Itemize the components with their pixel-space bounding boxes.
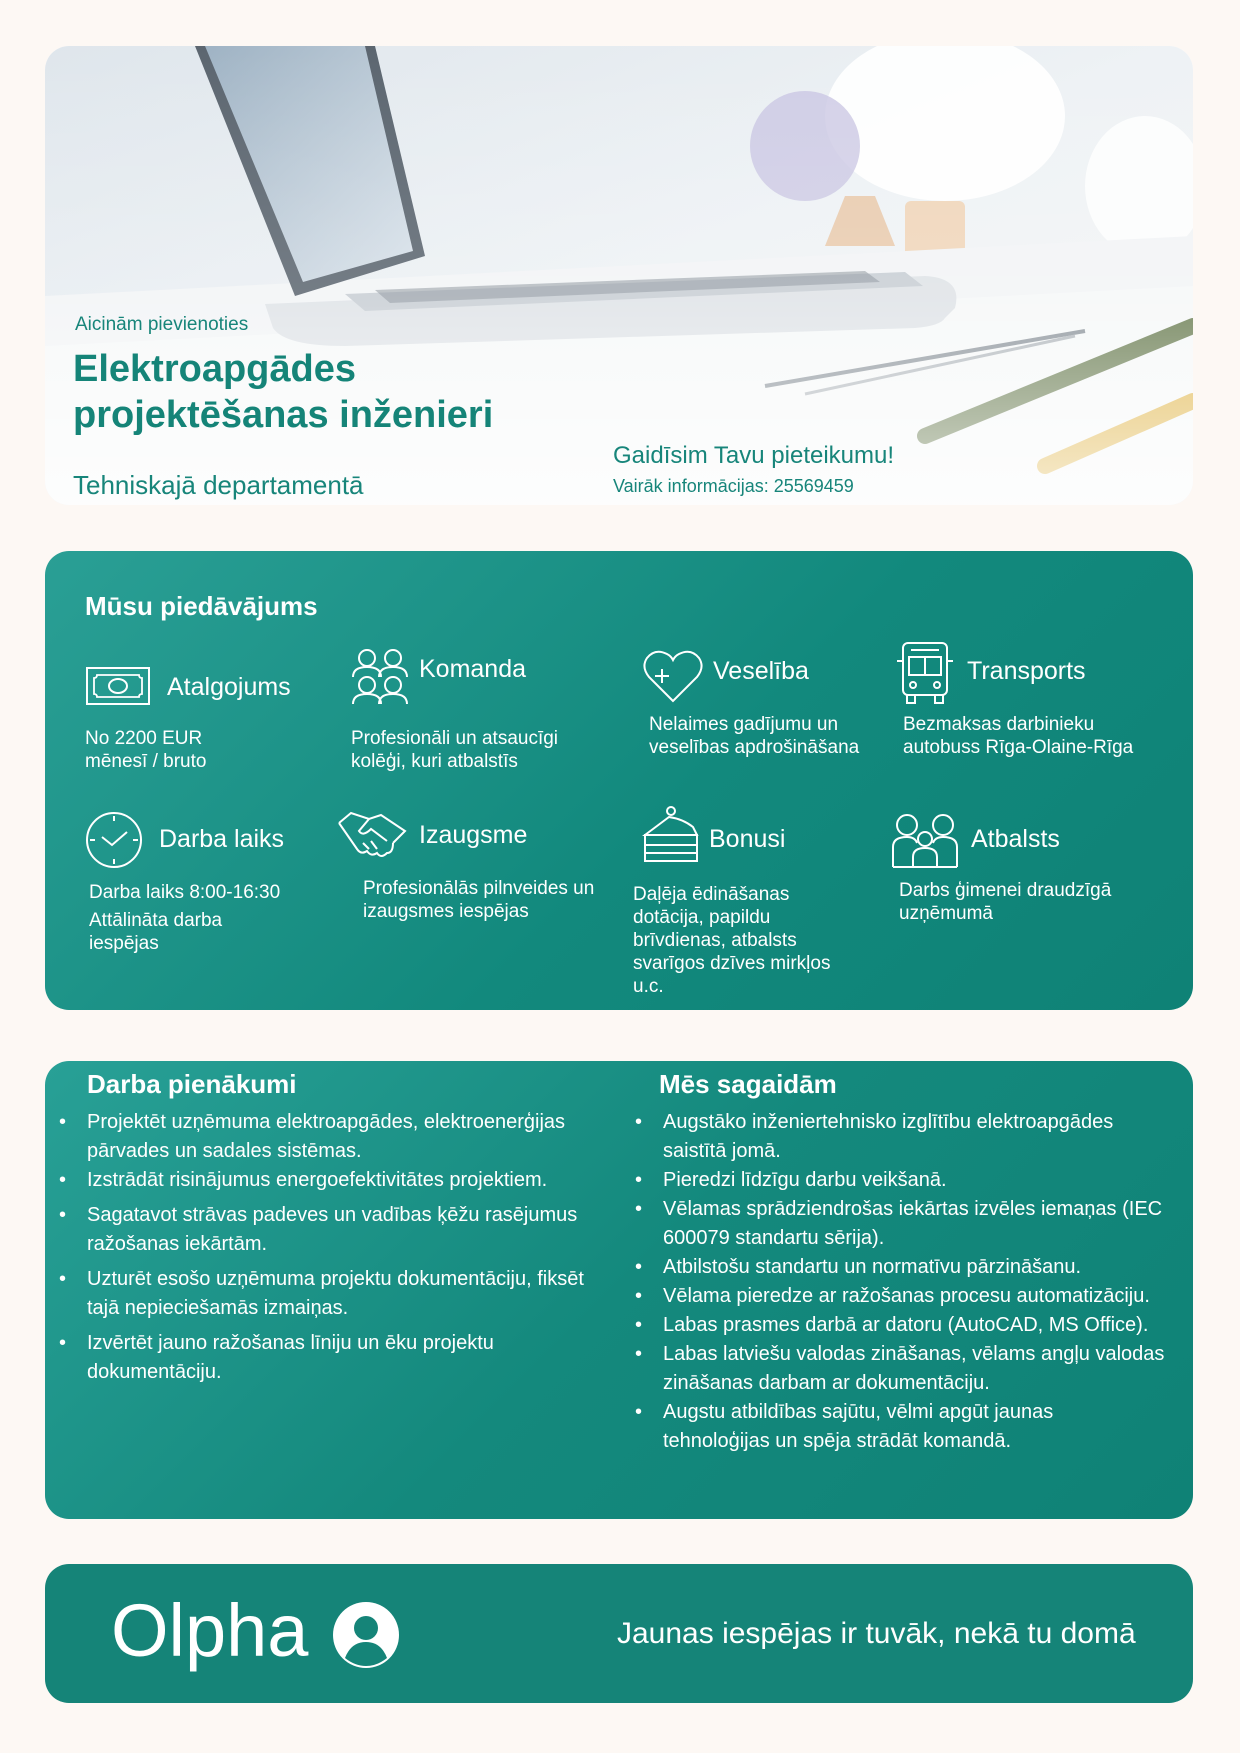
company-logo-text: Olpha: [111, 1589, 309, 1672]
job-title-line1: Elektroapgādes: [73, 348, 356, 390]
expectations-title: Mēs sagaidām: [659, 1069, 837, 1099]
duty-item: • Izstrādāt risinājumus energoefektivitātes projektiem.: [59, 1166, 599, 1195]
hero-banner: [45, 46, 1193, 505]
offer-title-team: Komanda: [419, 655, 527, 683]
hero-kicker: Aicinām pievienoties: [75, 314, 249, 335]
cake-icon: [641, 805, 701, 865]
family-icon: [891, 813, 959, 869]
offer-section: [45, 551, 1193, 1010]
offer-desc-hours-remote: Attālināta darba iespējas: [89, 910, 223, 954]
expectations-list: [635, 1108, 1165, 1456]
expectation-item: • Atbilstošu standartu un normatīvu pārzināšanu.: [635, 1253, 1165, 1282]
job-title: [73, 346, 493, 438]
footer-slogan: Jaunas iespējas ir tuvāk, nekā tu domā: [617, 1617, 1136, 1650]
handshake-icon: [337, 809, 407, 867]
duty-item: • Sagatavot strāvas padeves un vadības ķēžu rasējumus ražošanas iekārtām.: [59, 1201, 599, 1259]
apply-call-to-action: Gaidīsim Tavu pieteikumu!: [613, 442, 895, 469]
duty-item: • Izvērtēt jauno ražošanas līniju un ēku projektu dokumentāciju.: [59, 1329, 599, 1387]
expectation-item: • Augstāko inženiertehnisko izglītību elektroapgādes saistītā jomā.: [635, 1108, 1165, 1166]
duty-item: • Uzturēt esošo uzņēmuma projektu dokumentāciju, fiksēt tajā nepieciešamās izmaiņas.: [59, 1265, 599, 1323]
company-logo-mark: [331, 1600, 401, 1670]
offer-desc-salary: No 2200 EUR mēnesī / bruto: [85, 728, 207, 772]
expectation-item: • Pieredzi līdzīgu darbu veikšanā.: [635, 1166, 1165, 1195]
offer-desc-support: Darbs ģimenei draudzīgā uzņēmumā: [899, 880, 1112, 924]
contact-phone: Vairāk informācijas: 25569459: [613, 476, 854, 496]
job-title-line2: projektēšanas inženieri: [73, 394, 494, 436]
offer-title-transport: Transports: [967, 657, 1086, 685]
offer-desc-team: Profesionāli un atsaucīgi kolēģi, kuri atbalstīs: [351, 728, 559, 772]
heart-icon: [641, 649, 705, 705]
expectation-item: • Labas prasmes darbā ar datoru (AutoCAD, MS Office).: [635, 1311, 1165, 1340]
expectation-item: • Vēlamas sprādziendrošas iekārtas izvēles iemaņas (IEC 600079 standartu sērija).: [635, 1195, 1165, 1253]
duty-item: • Projektēt uzņēmuma elektroapgādes, elektroenerģijas pārvades un sadales sistēmas.: [59, 1108, 599, 1166]
money-icon: [85, 665, 151, 707]
expectation-item: • Labas latviešu valodas zināšanas, vēlams angļu valodas zināšanas darbam ar dokumentāciju.: [635, 1340, 1165, 1398]
expectation-item: • Vēlama pieredze ar ražošanas procesu automatizāciju.: [635, 1282, 1165, 1311]
offer-title: Mūsu piedāvājums: [85, 591, 318, 621]
footer-banner: [45, 1564, 1193, 1703]
offer-title-support: Atbalsts: [971, 825, 1060, 853]
offer-title-salary: Atalgojums: [167, 673, 291, 701]
department-label: Tehniskajā departamentā: [73, 470, 364, 500]
duties-list: [59, 1108, 599, 1387]
expectation-item: • Augstu atbildības sajūtu, vēlmi apgūt jaunas tehnoloģijas un spēja strādāt komandā.: [635, 1398, 1165, 1456]
offer-desc-health: Nelaimes gadījumu un veselības apdrošināšana: [649, 714, 860, 758]
expectations-column: [635, 1069, 1165, 1456]
offer-title-hours: Darba laiks: [159, 825, 285, 853]
duties-column: [59, 1069, 599, 1387]
duties-requirements-section: [45, 1061, 1193, 1519]
duties-title: Darba pienākumi: [87, 1069, 297, 1099]
offer-desc-bonuses: Daļēja ēdināšanas dotācija, papildu brīvdienas, atbalsts svarīgos dzīves mirkļos u.c.: [633, 884, 831, 997]
offer-desc-transport: Bezmaksas darbinieku autobuss Rīga-Olaine-Rīga: [903, 714, 1134, 758]
offer-title-health: Veselība: [713, 657, 809, 685]
offer-desc-growth: Profesionālās pilnveides un izaugsmes iespējas: [363, 878, 595, 922]
offer-title-bonuses: Bonusi: [709, 825, 786, 853]
team-icon: [351, 649, 409, 705]
clock-icon: [85, 811, 143, 869]
offer-title-growth: Izaugsme: [419, 821, 528, 849]
bus-icon: [895, 641, 955, 705]
offer-desc-hours: Darba laiks 8:00-16:30: [89, 882, 281, 903]
